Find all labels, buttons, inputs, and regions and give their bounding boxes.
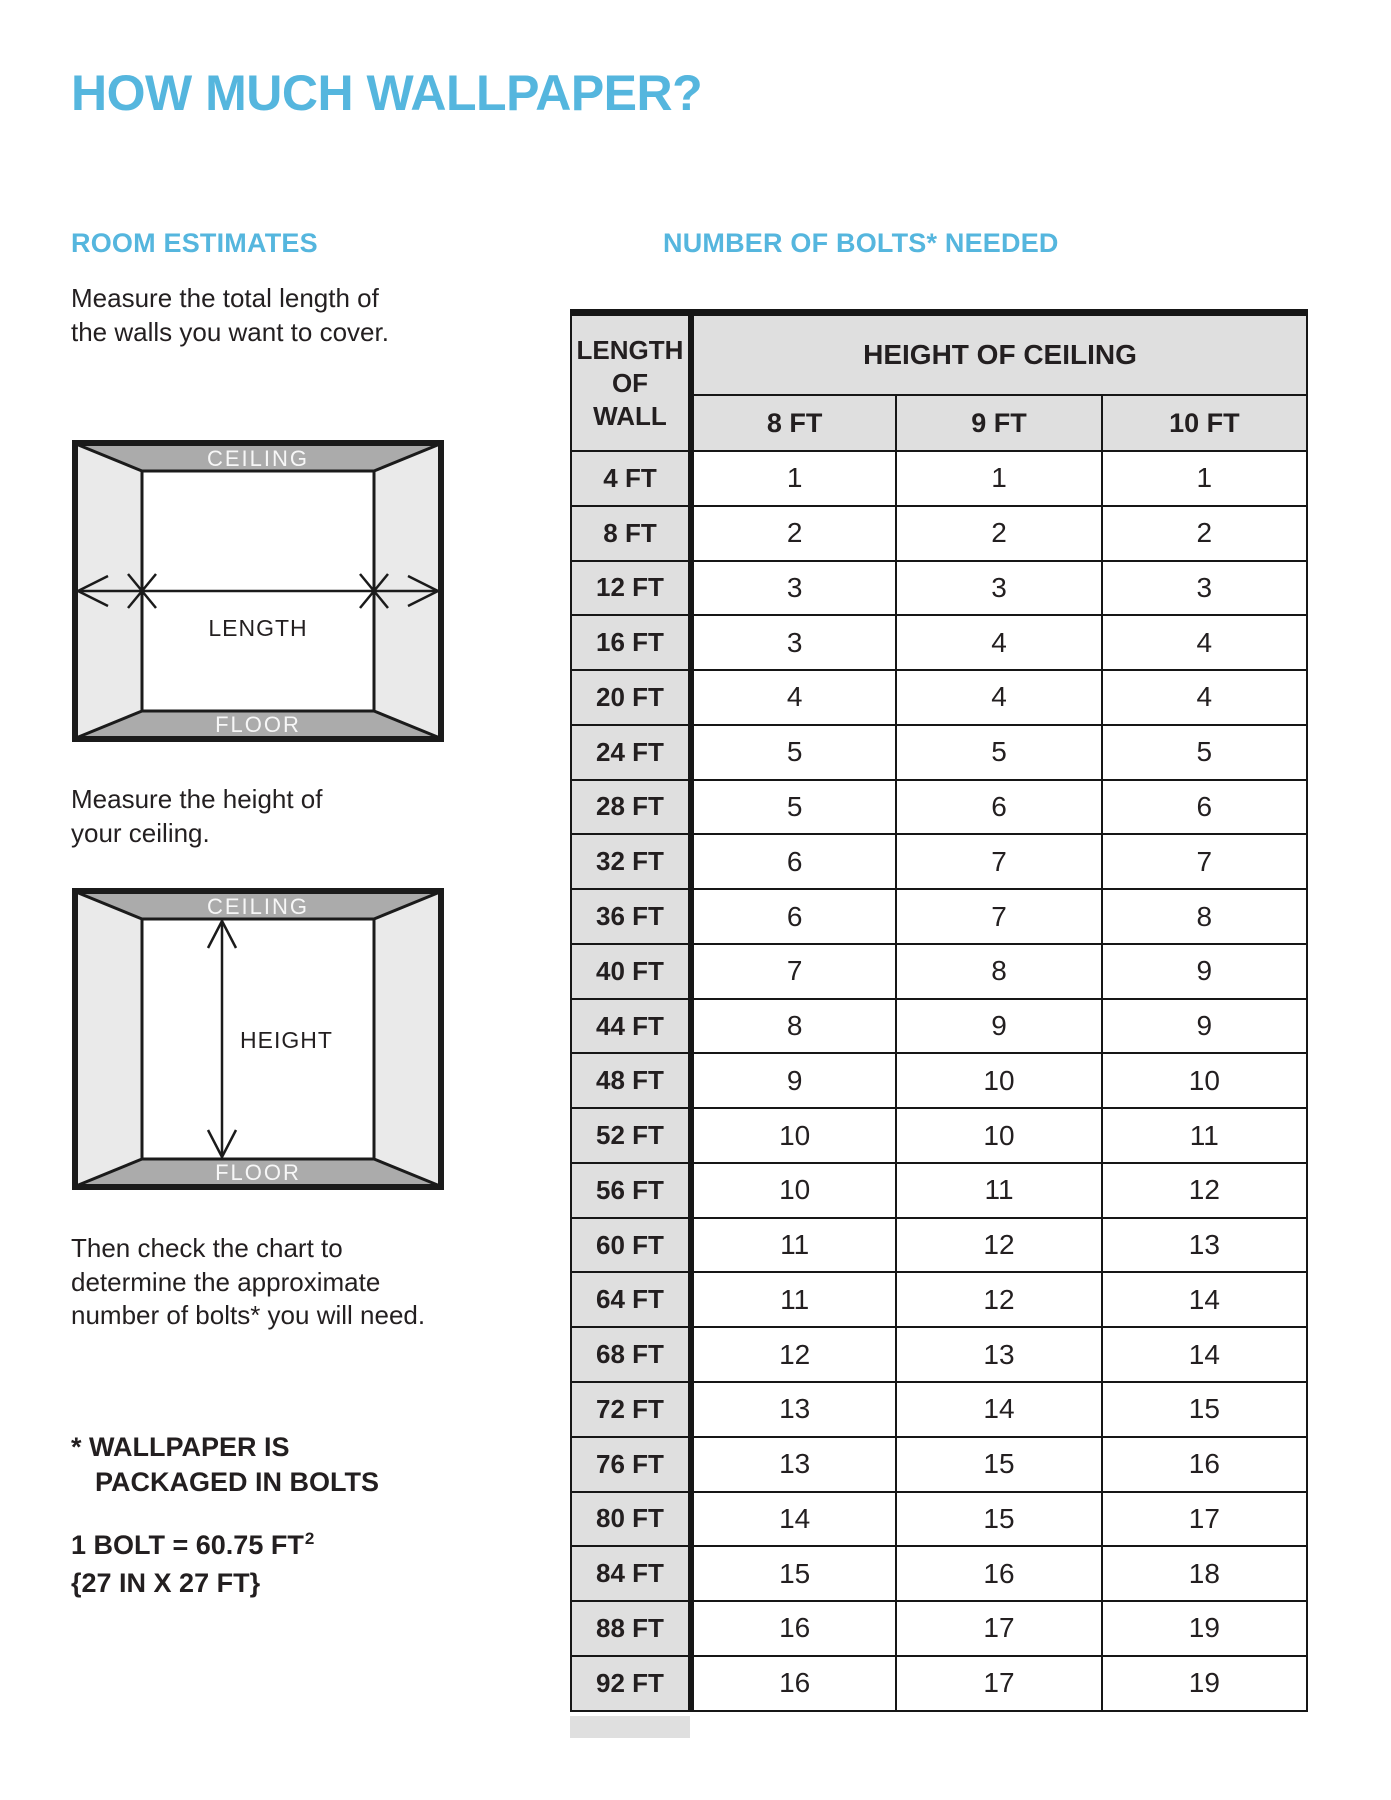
bolt-count-cell: 18 xyxy=(1102,1546,1307,1601)
wall-length-label: 84 FT xyxy=(571,1546,691,1601)
wall-length-label: 56 FT xyxy=(571,1163,691,1218)
ceiling-label: CEILING xyxy=(206,894,310,919)
bolt-count-cell: 9 xyxy=(691,1053,896,1108)
bolt-count-cell: 8 xyxy=(896,944,1101,999)
bolt-count-cell: 5 xyxy=(896,725,1101,780)
table-row xyxy=(571,1382,1307,1437)
bolt-count-cell: 6 xyxy=(1102,780,1307,835)
bolts-table-container xyxy=(570,309,1308,1712)
ceiling-label: CEILING xyxy=(206,446,310,471)
bolt-equation-text: 1 BOLT = 60.75 FT xyxy=(71,1530,304,1560)
bolt-count-cell: 11 xyxy=(691,1272,896,1327)
wall-length-label: 16 FT xyxy=(571,615,691,670)
bolt-count-cell: 4 xyxy=(1102,670,1307,725)
room-length-diagram xyxy=(72,440,444,742)
bolt-count-cell: 12 xyxy=(896,1218,1101,1273)
bolt-equation xyxy=(71,1528,313,1566)
height-label: HEIGHT xyxy=(240,1027,333,1053)
bolts-table-head xyxy=(571,313,1307,452)
bolt-count-cell: 17 xyxy=(1102,1492,1307,1547)
instruction-line: Measure the height of xyxy=(71,784,323,814)
table-row xyxy=(571,1492,1307,1547)
corner-header-line: LENGTH xyxy=(576,334,684,365)
bolt-count-cell: 14 xyxy=(1102,1327,1307,1382)
table-row xyxy=(571,889,1307,944)
instruction-measure-height xyxy=(71,783,323,850)
instruction-line: determine the approximate xyxy=(71,1266,381,1297)
wall-length-label: 88 FT xyxy=(571,1601,691,1656)
bolt-definition xyxy=(71,1528,313,1601)
left-wall xyxy=(76,892,142,1186)
bolt-count-cell: 10 xyxy=(896,1053,1101,1108)
bolt-count-cell: 11 xyxy=(896,1163,1101,1218)
bolt-count-cell: 5 xyxy=(691,725,896,780)
wall-length-label: 12 FT xyxy=(571,561,691,616)
bolt-count-cell: 10 xyxy=(896,1108,1101,1163)
corner-header xyxy=(571,313,691,452)
bolt-count-cell: 7 xyxy=(896,834,1101,889)
bolt-count-cell: 13 xyxy=(896,1327,1101,1382)
bolt-count-cell: 10 xyxy=(691,1108,896,1163)
bolt-count-cell: 16 xyxy=(896,1546,1101,1601)
table-row xyxy=(571,1601,1307,1656)
bolt-count-cell: 6 xyxy=(691,834,896,889)
bolt-count-cell: 9 xyxy=(896,999,1101,1054)
bolt-count-cell: 15 xyxy=(1102,1382,1307,1437)
table-cropped-row-remnant xyxy=(570,1716,690,1738)
bolt-count-cell: 4 xyxy=(691,670,896,725)
wall-length-label: 72 FT xyxy=(571,1382,691,1437)
wall-length-label: 76 FT xyxy=(571,1437,691,1492)
wall-length-label: 40 FT xyxy=(571,944,691,999)
bolt-count-cell: 12 xyxy=(1102,1163,1307,1218)
bolt-count-cell: 7 xyxy=(691,944,896,999)
bolt-count-cell: 19 xyxy=(1102,1601,1307,1656)
col-header-8ft: 8 FT xyxy=(691,395,896,451)
bolt-count-cell: 2 xyxy=(691,506,896,561)
table-row xyxy=(571,780,1307,835)
footnote-line: * WALLPAPER IS xyxy=(71,1432,290,1462)
wall-length-label: 92 FT xyxy=(571,1656,691,1711)
wall-length-label: 36 FT xyxy=(571,889,691,944)
height-of-ceiling-header: HEIGHT OF CEILING xyxy=(691,313,1307,396)
bolt-count-cell: 12 xyxy=(691,1327,896,1382)
bolt-count-cell: 5 xyxy=(691,780,896,835)
wall-length-label: 4 FT xyxy=(571,451,691,506)
bolt-count-cell: 15 xyxy=(691,1546,896,1601)
right-wall xyxy=(374,892,440,1186)
wall-length-label: 48 FT xyxy=(571,1053,691,1108)
instruction-line: your ceiling. xyxy=(71,817,210,848)
bolt-count-cell: 10 xyxy=(691,1163,896,1218)
bolt-count-cell: 8 xyxy=(1102,889,1307,944)
bolt-count-cell: 11 xyxy=(1102,1108,1307,1163)
wall-length-label: 28 FT xyxy=(571,780,691,835)
wall-length-label: 8 FT xyxy=(571,506,691,561)
bolt-count-cell: 13 xyxy=(691,1382,896,1437)
instruction-line: number of bolts* you will need. xyxy=(71,1300,426,1330)
wall-length-label: 52 FT xyxy=(571,1108,691,1163)
table-row xyxy=(571,1272,1307,1327)
instruction-line: Measure the total length of xyxy=(71,283,379,313)
bolt-count-cell: 9 xyxy=(1102,999,1307,1054)
section-title-number-of-bolts: NUMBER OF BOLTS* NEEDED xyxy=(663,228,1059,258)
bolt-count-cell: 11 xyxy=(691,1218,896,1273)
bolt-count-cell: 14 xyxy=(691,1492,896,1547)
bolt-count-cell: 16 xyxy=(691,1656,896,1711)
table-row xyxy=(571,506,1307,561)
floor-label: FLOOR xyxy=(215,712,301,737)
bolt-count-cell: 7 xyxy=(1102,834,1307,889)
bolt-count-cell: 2 xyxy=(896,506,1101,561)
bolt-count-cell: 3 xyxy=(691,561,896,616)
corner-header-line: OF WALL xyxy=(593,367,667,431)
bolt-count-cell: 3 xyxy=(1102,561,1307,616)
bolt-count-cell: 4 xyxy=(1102,615,1307,670)
bolt-count-cell: 15 xyxy=(896,1437,1101,1492)
bolt-count-cell: 13 xyxy=(1102,1218,1307,1273)
footnote-line: PACKAGED IN BOLTS xyxy=(95,1467,380,1497)
wall-length-label: 64 FT xyxy=(571,1272,691,1327)
page-title: HOW MUCH WALLPAPER? xyxy=(71,65,703,121)
bolt-count-cell: 13 xyxy=(691,1437,896,1492)
bolt-count-cell: 14 xyxy=(896,1382,1101,1437)
wall-length-label: 24 FT xyxy=(571,725,691,780)
instruction-line: Then check the chart to xyxy=(71,1233,343,1263)
bolts-table-body xyxy=(571,451,1307,1711)
wall-length-label: 20 FT xyxy=(571,670,691,725)
table-row xyxy=(571,561,1307,616)
table-row xyxy=(571,1656,1307,1711)
bolts-footnote xyxy=(71,1430,379,1500)
bolt-count-cell: 17 xyxy=(896,1601,1101,1656)
instruction-check-chart xyxy=(71,1232,425,1333)
col-header-9ft: 9 FT xyxy=(896,395,1101,451)
table-row xyxy=(571,1108,1307,1163)
bolt-count-cell: 5 xyxy=(1102,725,1307,780)
bolt-count-cell: 3 xyxy=(691,615,896,670)
table-row xyxy=(571,1437,1307,1492)
bolt-count-cell: 17 xyxy=(896,1656,1101,1711)
bolt-count-cell: 8 xyxy=(691,999,896,1054)
table-row xyxy=(571,615,1307,670)
wall-length-label: 32 FT xyxy=(571,834,691,889)
bolt-count-cell: 10 xyxy=(1102,1053,1307,1108)
bolt-count-cell: 15 xyxy=(896,1492,1101,1547)
bolt-count-cell: 12 xyxy=(896,1272,1101,1327)
length-label: LENGTH xyxy=(208,615,308,641)
bolt-count-cell: 16 xyxy=(691,1601,896,1656)
bolt-count-cell: 6 xyxy=(691,889,896,944)
instruction-line: the walls you want to cover. xyxy=(71,316,389,347)
col-header-10ft: 10 FT xyxy=(1102,395,1307,451)
bolts-table xyxy=(570,309,1308,1712)
room-height-diagram xyxy=(72,888,444,1190)
wall-length-label: 80 FT xyxy=(571,1492,691,1547)
table-row xyxy=(571,725,1307,780)
bolt-count-cell: 14 xyxy=(1102,1272,1307,1327)
wall-length-label: 60 FT xyxy=(571,1218,691,1273)
bolt-count-cell: 1 xyxy=(1102,451,1307,506)
table-row xyxy=(571,944,1307,999)
wall-length-label: 44 FT xyxy=(571,999,691,1054)
table-row xyxy=(571,670,1307,725)
bolt-count-cell: 3 xyxy=(896,561,1101,616)
section-title-room-estimates: ROOM ESTIMATES xyxy=(71,228,318,258)
table-row xyxy=(571,1327,1307,1382)
bolt-count-cell: 4 xyxy=(896,615,1101,670)
table-row xyxy=(571,834,1307,889)
floor-label: FLOOR xyxy=(215,1160,301,1185)
table-row xyxy=(571,999,1307,1054)
bolt-count-cell: 16 xyxy=(1102,1437,1307,1492)
bolt-count-cell: 1 xyxy=(691,451,896,506)
wall-length-label: 68 FT xyxy=(571,1327,691,1382)
bolt-count-cell: 7 xyxy=(896,889,1101,944)
bolt-count-cell: 6 xyxy=(896,780,1101,835)
table-row xyxy=(571,1053,1307,1108)
bolt-count-cell: 1 xyxy=(896,451,1101,506)
instruction-measure-length xyxy=(71,282,389,349)
table-row xyxy=(571,1546,1307,1601)
bolt-dimensions: {27 IN X 27 FT} xyxy=(71,1568,261,1598)
bolt-count-cell: 9 xyxy=(1102,944,1307,999)
table-row xyxy=(571,1163,1307,1218)
bolt-count-cell: 19 xyxy=(1102,1656,1307,1711)
table-row xyxy=(571,1218,1307,1273)
group-header-row xyxy=(571,313,1307,396)
bolt-count-cell: 2 xyxy=(1102,506,1307,561)
squared-superscript: 2 xyxy=(304,1529,315,1548)
table-row xyxy=(571,451,1307,506)
bolt-count-cell: 4 xyxy=(896,670,1101,725)
